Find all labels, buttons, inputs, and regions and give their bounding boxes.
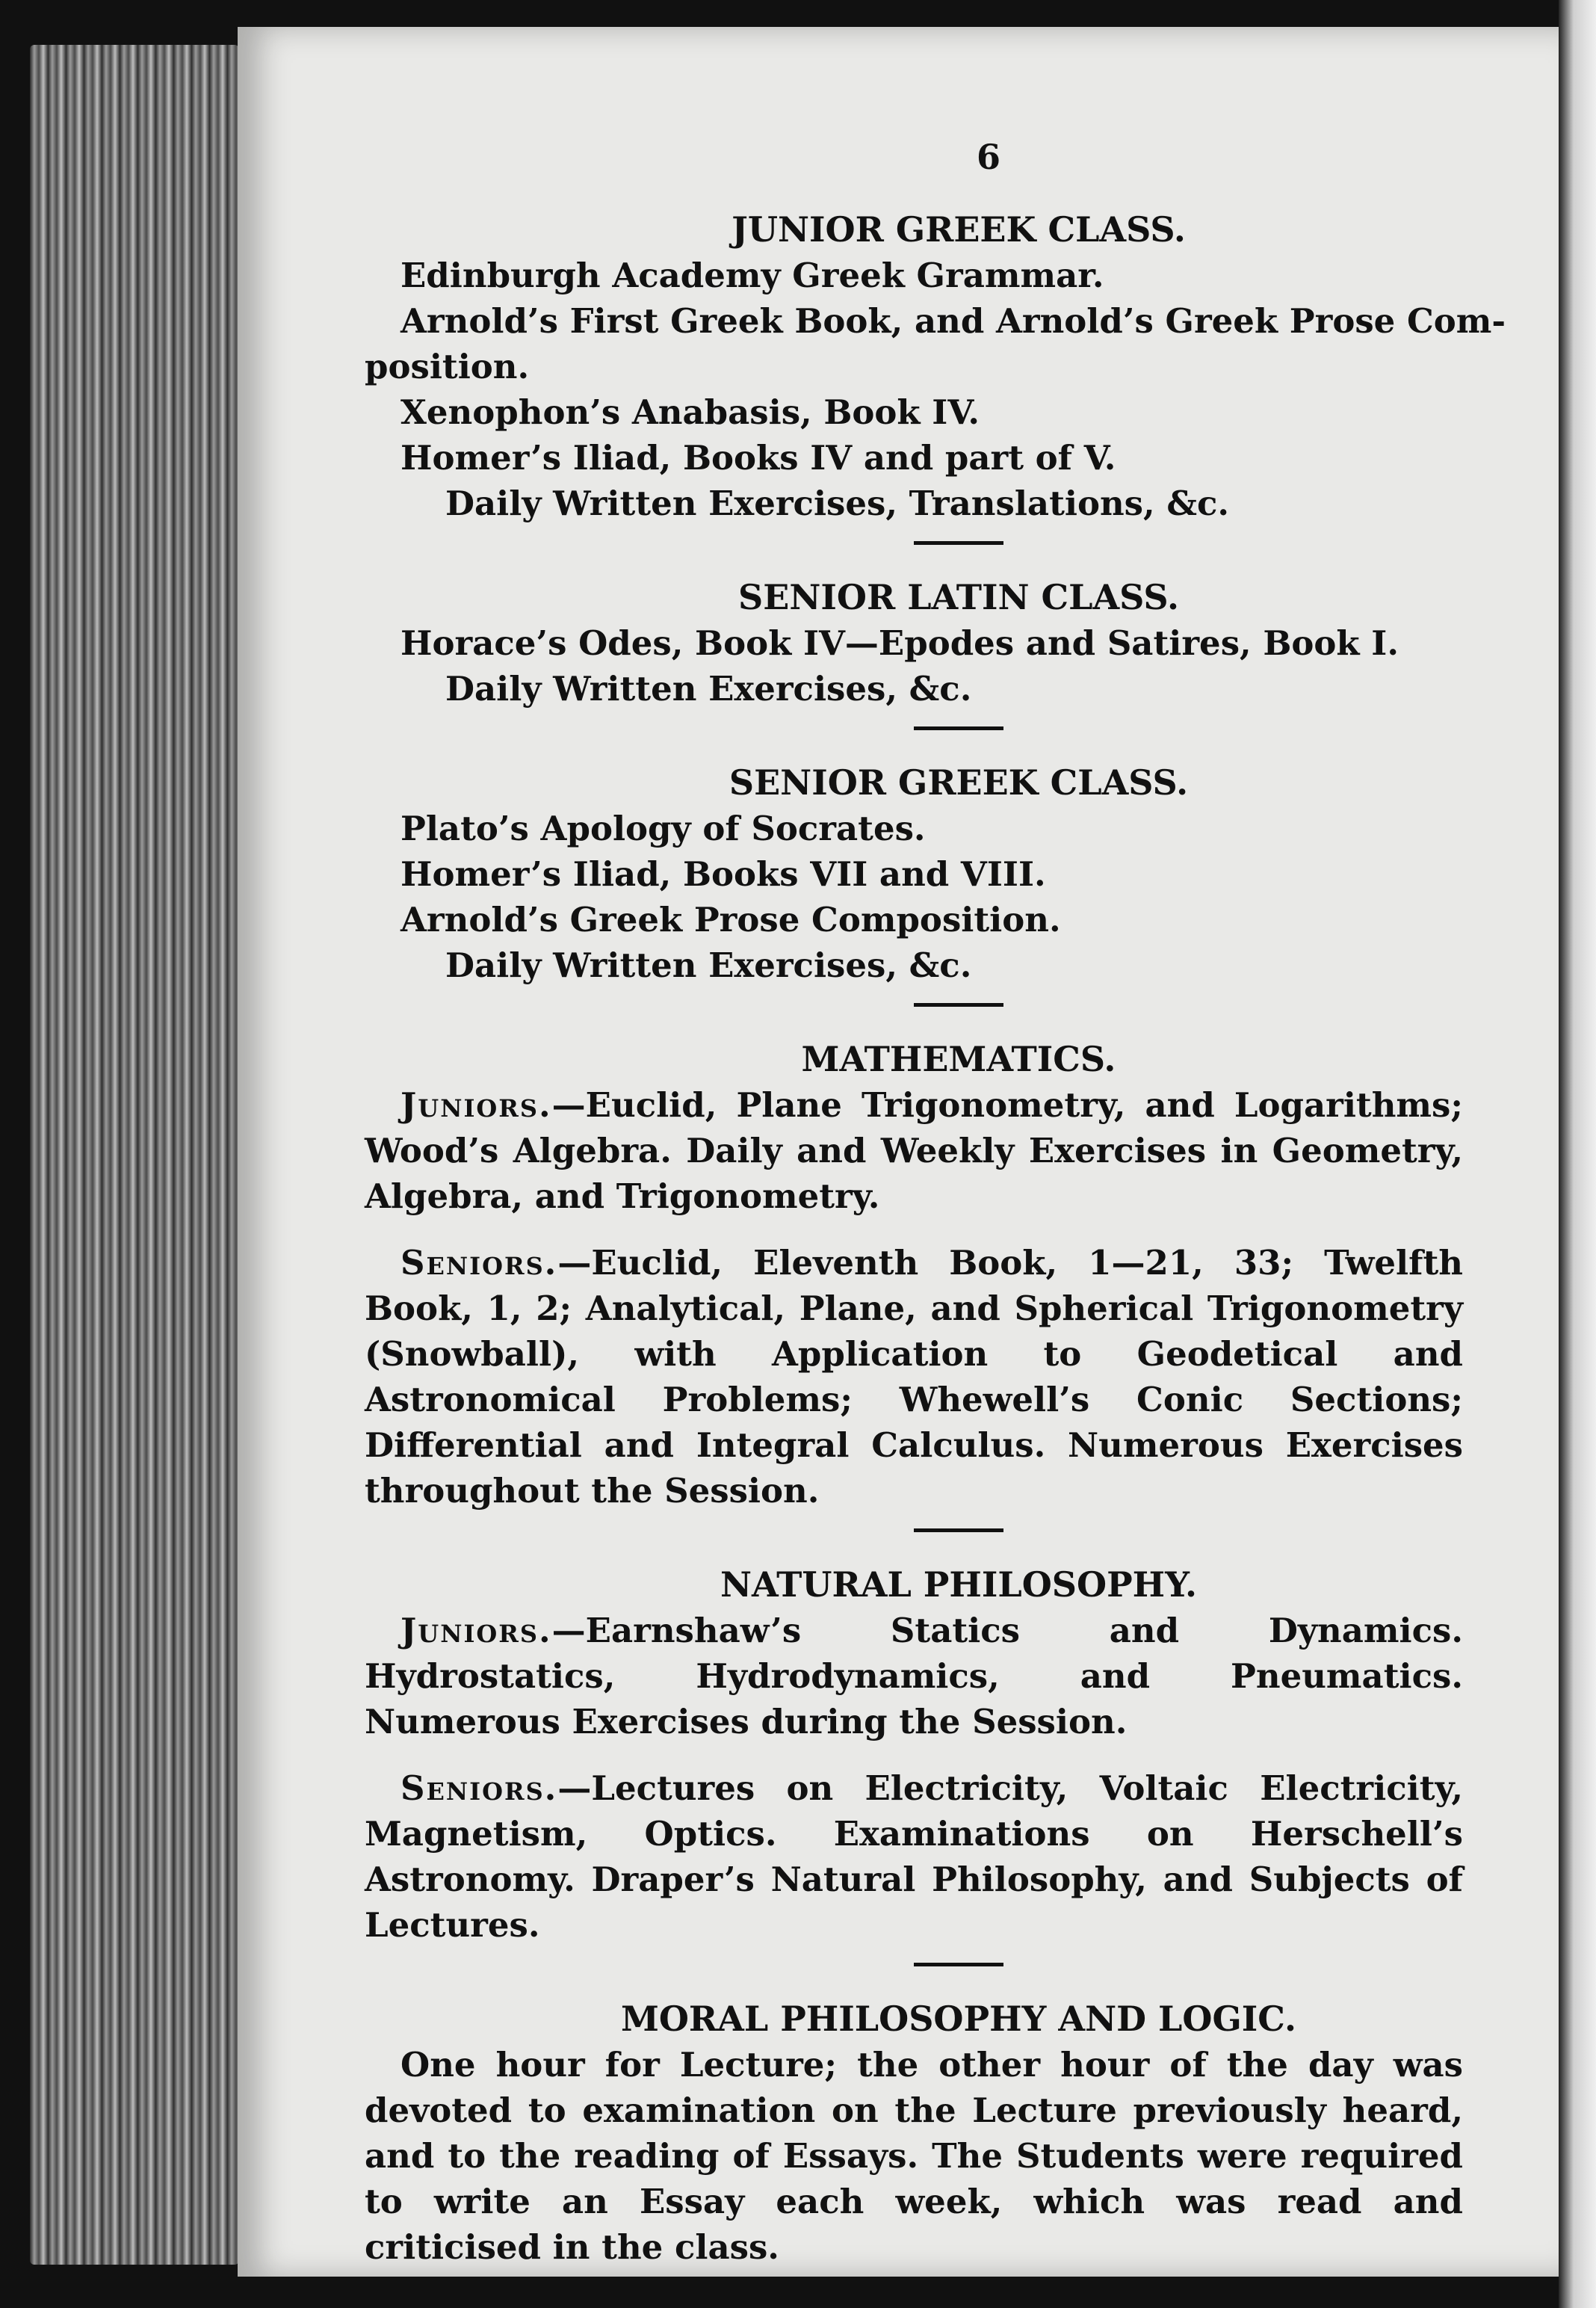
heading-moral-philosophy: MORAL PHILOSOPHY AND LOGIC. <box>620 1999 1297 2039</box>
seniors-label: Seniors. <box>400 1243 558 1283</box>
section-divider <box>914 1003 1003 1007</box>
section-divider <box>914 541 1003 545</box>
text-line: Edinburgh Academy Greek Grammar. <box>400 256 1104 295</box>
heading-senior-greek: SENIOR GREEK CLASS. <box>729 762 1189 803</box>
text-line: Homer’s Iliad, Books IV and part of V. <box>400 438 1116 478</box>
heading-senior-latin: SENIOR LATIN CLASS. <box>738 577 1179 617</box>
heading-junior-greek: JUNIOR GREEK CLASS. <box>732 209 1186 250</box>
juniors-text: —Earnshaw’s Statics and Dynamics. Hydrostatics, Hydrodynamics, and Pneumatics. Numerous Exercises during the Session. <box>365 1611 1463 1741</box>
mathematics-juniors <box>365 1082 1463 1219</box>
text-line: Homer’s Iliad, Books VII and VIII. <box>400 854 1046 894</box>
mathematics-seniors <box>365 1240 1463 1514</box>
text-line: Arnold’s Greek Prose Composition. <box>400 900 1061 939</box>
text-line: Xenophon’s Anabasis, Book IV. <box>400 392 980 432</box>
text-line: Plato’s Apology of Socrates. <box>400 809 926 848</box>
seniors-label: Seniors. <box>400 1768 558 1808</box>
natural-philosophy-seniors <box>365 1765 1463 1948</box>
section-divider <box>914 1528 1003 1532</box>
text-line: Horace’s Odes, Book IV—Epodes and Satires, Book I. <box>400 623 1399 663</box>
text-line: position. <box>365 347 530 386</box>
page-number: 6 <box>976 137 1000 177</box>
seniors-text: —Euclid, Eleventh Book, 1—21, 33; Twelfth Book, 1, 2; Analytical, Plane, and Spherical Trigonometry (Snowball), with Application to Geodetical and Astronomical Problems; Whewell’s Conic Sections; Differential and Integral Calculus. Numerous Exercises throughout the Session. <box>365 1243 1463 1511</box>
book-page-edges <box>30 45 239 2265</box>
seniors-text: —Lectures on Electricity, Voltaic Electricity, Magnetism, Optics. Examinations on Herschell’s Astronomy. Draper’s Natural Philosophy, and Subjects of Lectures. <box>365 1768 1463 1945</box>
facing-page-edge <box>1559 0 1596 2308</box>
heading-mathematics: MATHEMATICS. <box>801 1039 1116 1079</box>
juniors-label: Juniors. <box>400 1611 552 1650</box>
juniors-label: Juniors. <box>400 1085 552 1125</box>
section-divider <box>914 1963 1003 1966</box>
text-line: Daily Written Exercises, &c. <box>445 669 972 709</box>
text-line: Daily Written Exercises, Translations, &c. <box>445 484 1230 523</box>
moral-philosophy-text: One hour for Lecture; the other hour of the day was devoted to examination on the Lecture previously heard, and to the reading of Essays. The Students were required to write an Essay each week, which was read and criticised in the class. <box>365 2045 1463 2267</box>
text-line: Arnold’s First Greek Book, and Arnold’s Greek Prose Com- <box>400 301 1506 341</box>
page-text <box>365 135 1506 2270</box>
text-line: Daily Written Exercises, &c. <box>445 945 972 985</box>
heading-natural-philosophy: NATURAL PHILOSOPHY. <box>720 1564 1198 1605</box>
juniors-text: —Euclid, Plane Trigonometry, and Logarithms; Wood’s Algebra. Daily and Weekly Exercises in Geometry, Algebra, and Trigonometry. <box>365 1085 1463 1216</box>
section-divider <box>914 726 1003 730</box>
natural-philosophy-juniors <box>365 1608 1463 1744</box>
